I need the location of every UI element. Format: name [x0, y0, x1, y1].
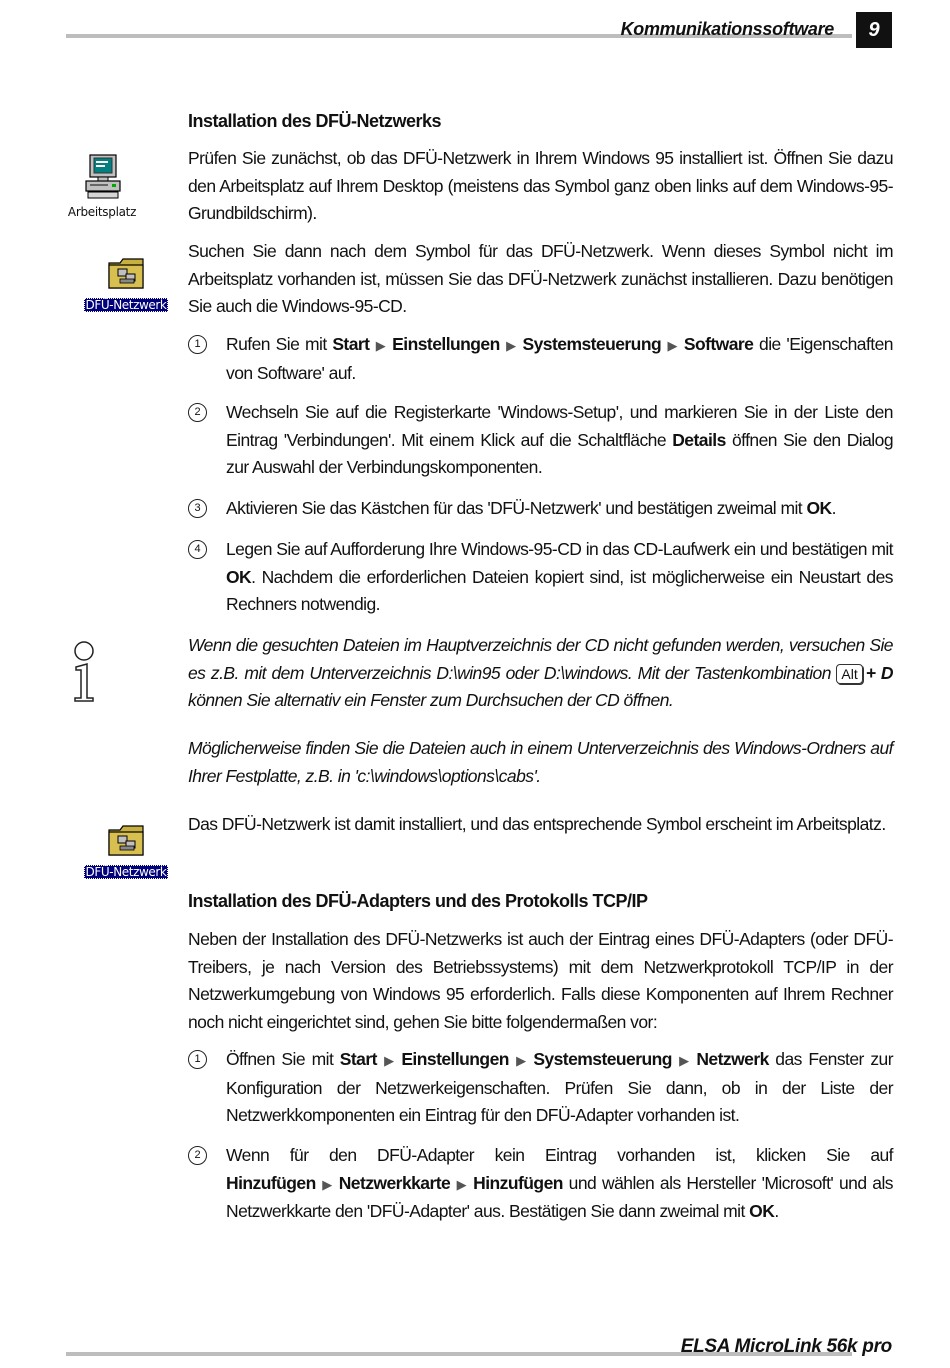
step-number: 2	[188, 1146, 207, 1165]
section2-heading-block	[188, 888, 893, 916]
arrow-right-icon: ▶	[374, 338, 388, 353]
menu-start: Start	[332, 334, 370, 354]
step-number: 3	[188, 499, 207, 518]
section1-p3: Das DFÜ-Netzwerk ist damit installiert, und das entsprechende Symbol erscheint im Arbeitsplatz.	[188, 814, 886, 834]
arrow-right-icon: ▶	[513, 1053, 529, 1068]
header-title: Kommunikationssoftware	[620, 19, 834, 39]
button-hinzufuegen: Hinzufügen	[473, 1172, 563, 1193]
note1	[188, 632, 893, 715]
step-text: die 'Eigenschaften von Software' auf.	[226, 334, 893, 383]
arrow-right-icon: ▶	[504, 338, 518, 353]
dfu-icon-block-2	[76, 822, 176, 881]
step-text: das Fenster zur Konfiguration der Netzwerkeigenschaften. Prüfen Sie dann, ob in der Liste der Netzwerkkomponenten ein Eintrag für den DFÜ-Adapter vorhanden ist.	[226, 1049, 894, 1125]
item-netzwerkkarte: Netzwerkkarte	[338, 1172, 451, 1193]
menu-start: Start	[339, 1049, 377, 1069]
section1-p2-block	[188, 238, 893, 321]
computer-icon	[82, 152, 122, 200]
step-text: Rufen Sie mit	[226, 334, 333, 354]
section1-heading: Installation des DFÜ-Netzwerks	[188, 111, 442, 131]
arbeitsplatz-label: Arbeitsplatz	[67, 205, 137, 219]
section2-step1	[188, 1046, 893, 1130]
arrow-right-icon: ▶	[381, 1053, 397, 1068]
menu-systemsteuerung: Systemsteuerung	[522, 334, 662, 354]
section2-step2-block	[188, 1142, 893, 1226]
note-text: Wenn die gesuchten Dateien im Hauptverzeichnis der CD nicht gefunden werden, versuchen Sie es z.B. mit dem Unterverzeichnis D:\win95 oder D:\windows. Mit der Tastenkombination	[188, 635, 893, 683]
dfu-icon-block-1	[76, 255, 176, 314]
step-text: Öffnen Sie mit	[226, 1049, 340, 1069]
step-text: Wenn für den DFÜ-Adapter kein Eintrag vorhanden ist, klicken Sie auf	[226, 1145, 893, 1165]
button-ok: OK	[749, 1201, 775, 1221]
section2-step1-block	[188, 1046, 893, 1130]
section1-p2: Suchen Sie dann nach dem Symbol für das DFÜ-Netzwerk. Wenn dieses Symbol nicht im Arbeitsplatz vorhanden ist, müssen Sie das DFÜ-Netzwerk zunächst installieren. Dazu benötigen Sie auch die Windows-95-CD.	[188, 241, 893, 316]
key-combo: + D	[865, 662, 893, 683]
section1-step2-block	[188, 399, 893, 482]
step-text: und wählen als Hersteller 'Microsoft' und als Netzwerkkarte den 'DFÜ-Adapter' aus. Bestätigen Sie dann zweimal mit	[226, 1172, 894, 1221]
section1-step3-block	[188, 495, 893, 523]
button-details: Details	[672, 429, 726, 450]
section1-step3	[188, 495, 893, 523]
arrow-right-icon: ▶	[455, 1176, 469, 1192]
button-ok: OK	[226, 566, 252, 587]
section2-heading: Installation des DFÜ-Adapters und des Protokolls TCP/IP	[188, 891, 648, 911]
step-text: .	[831, 498, 836, 518]
menu-netzwerk: Netzwerk	[696, 1049, 769, 1069]
menu-systemsteuerung: Systemsteuerung	[533, 1049, 672, 1069]
section1-step1-block	[188, 331, 893, 387]
section1-p1-block	[188, 145, 893, 228]
network-folder-icon	[106, 822, 146, 858]
section1-step4-block	[188, 536, 893, 619]
step-number: 2	[188, 403, 207, 422]
step-number: 1	[188, 1050, 207, 1069]
arrow-right-icon: ▶	[320, 1176, 334, 1192]
info-icon	[67, 640, 101, 704]
button-hinzufuegen: Hinzufügen	[226, 1172, 316, 1193]
note2-block	[188, 735, 893, 790]
step-text: . Nachdem die erforderlichen Dateien kopiert sind, ist möglicherweise ein Neustart des Rechners notwendig.	[226, 566, 893, 614]
section1-step2	[188, 399, 893, 482]
menu-einstellungen: Einstellungen	[401, 1049, 509, 1069]
dfu-label-2: DFÜ-Netzwerk	[85, 865, 167, 879]
menu-einstellungen: Einstellungen	[392, 334, 500, 354]
footer-title: ELSA MicroLink 56k pro	[680, 1336, 892, 1357]
step-number: 1	[188, 335, 207, 354]
arbeitsplatz-icon-block	[66, 152, 138, 219]
step-text: .	[774, 1201, 779, 1221]
menu-software: Software	[683, 334, 754, 354]
step-text: Legen Sie auf Aufforderung Ihre Windows-95-CD in das CD-Laufwerk ein und bestätigen mit	[226, 539, 893, 559]
section2-p1: Neben der Installation des DFÜ-Netzwerks ist auch der Eintrag eines DFÜ-Adapters (oder DFÜ-Treibers, je nach Version des Betriebssystems) mit dem Netzwerkprotokoll TCP/IP in der Netzwerkumgebung von Windows 95 erforderlich. Falls diese Komponenten auf Ihrem Rechner noch nicht eingerichtet sind, gehen Sie bitte folgendermaßen vor:	[188, 929, 893, 1032]
arrow-right-icon: ▶	[676, 1053, 692, 1068]
step-text: Wechseln Sie auf die Registerkarte 'Windows-Setup', und markieren Sie in der Liste den Eintrag 'Verbindungen'. Mit einem Klick auf die Schaltfläche	[226, 402, 893, 450]
section1	[188, 108, 893, 136]
page-number: 9	[856, 12, 892, 48]
note1-block	[188, 632, 893, 715]
step-text: öffnen Sie den Dialog zur Auswahl der Verbindungskomponenten.	[226, 429, 894, 477]
section1-step1	[188, 331, 893, 387]
section1-p3-block	[188, 811, 893, 839]
button-ok: OK	[806, 498, 832, 518]
section1-p1: Prüfen Sie zunächst, ob das DFÜ-Netzwerk in Ihrem Windows 95 installiert ist. Öffnen Sie dazu den Arbeitsplatz auf Ihrem Desktop (meistens das Symbol ganz oben links auf dem Windows-95-Grundbildschirm).	[188, 148, 893, 223]
note-text: können Sie alternativ ein Fenster zum Durchsuchen der CD öffnen.	[188, 690, 674, 710]
network-folder-icon	[106, 255, 146, 291]
info-icon-block	[64, 640, 104, 709]
step-number: 4	[188, 540, 207, 559]
key-alt: Alt	[836, 664, 862, 684]
section2-p1-block	[188, 926, 893, 1036]
step-text: Aktivieren Sie das Kästchen für das 'DFÜ-Netzwerk' und bestätigen zweimal mit	[226, 498, 807, 518]
note2: Möglicherweise finden Sie die Dateien auch in einem Unterverzeichnis des Windows-Ordners auf Ihrer Festplatte, z.B. in 'c:\windows\options\cabs'.	[188, 738, 893, 786]
section2-step2	[188, 1142, 893, 1226]
section1-step4	[188, 536, 893, 619]
arrow-right-icon: ▶	[666, 338, 679, 353]
dfu-label-1: DFÜ-Netzwerk	[85, 298, 167, 312]
